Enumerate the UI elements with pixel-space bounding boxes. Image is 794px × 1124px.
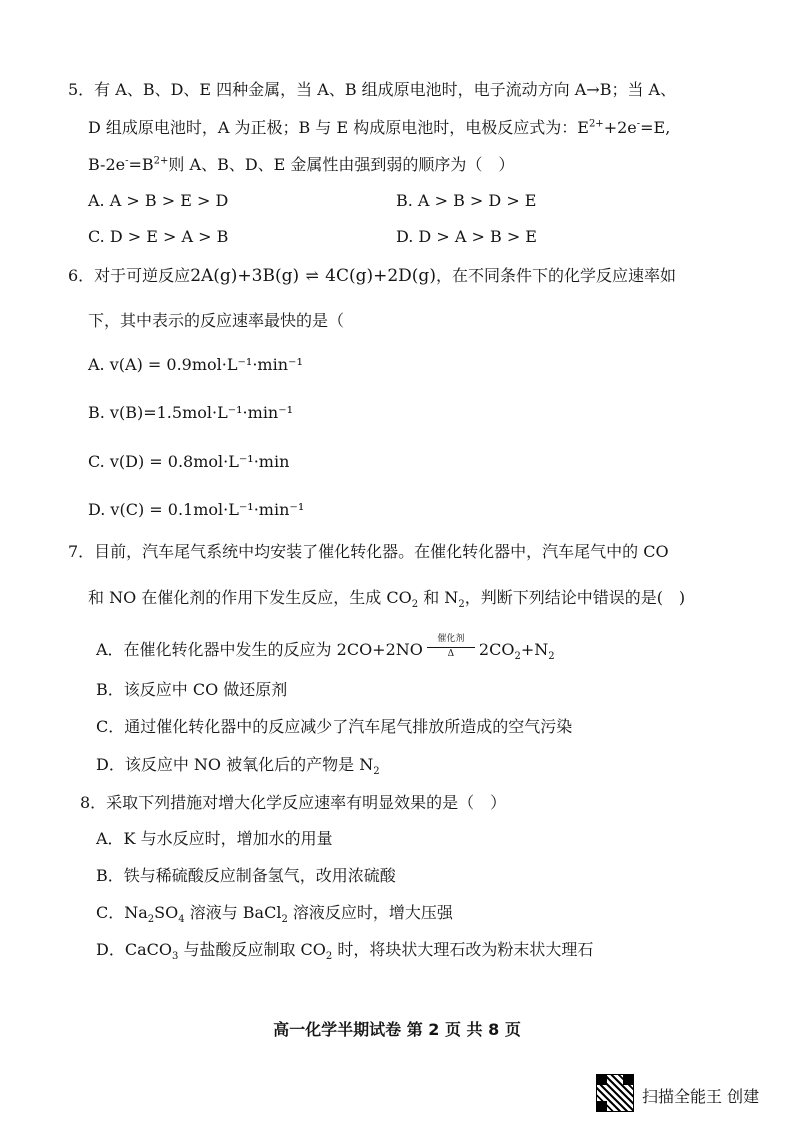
q6-option-d-text: D. v(C) = 0.1mol·L⁻¹·min⁻¹ (88, 500, 305, 519)
q5-line3 (88, 155, 514, 175)
q8-option-c-text-b: SO (154, 903, 179, 922)
q6-option-a-text: A. v(A) = 0.9mol·L⁻¹·min⁻¹ (88, 355, 303, 374)
q6-line1 (68, 266, 676, 286)
q8-option-c-text-c: 溶液与 BaCl (184, 903, 282, 922)
q5-option-d (396, 227, 537, 247)
q6-line2 (88, 311, 344, 331)
q7-option-a-text-a: A．在催化转化器中发生的反应为 2CO+2NO (96, 640, 423, 659)
q6-option-d (88, 500, 304, 520)
q7-line2-text-a: 和 NO 在催化剂的作用下发生反应，生成 CO (88, 588, 412, 607)
q7-option-a-sub2: 2 (548, 651, 555, 663)
q8-option-c-text-d: 溶液反应时，增大压强 (287, 903, 453, 922)
scanner-badge-text: 扫描全能王 创建 (642, 1087, 760, 1106)
q6-equilibrium-arrow: ⇌ (305, 266, 319, 285)
q5-line3-sup2: 2+ (153, 155, 169, 167)
scanner-badge (596, 1074, 776, 1114)
heat-symbol: Δ (447, 649, 455, 659)
q6-option-b-text: B. v(B)=1.5mol·L⁻¹·min⁻¹ (88, 403, 294, 422)
q5-line3-text-a: B-2e (88, 155, 126, 174)
q6-equation-left: 2A(g)+3B(g) (190, 266, 300, 286)
q5-line3-text-b: =B (128, 155, 154, 174)
q8-option-a-text: A．K 与水反应时，增加水的用量 (96, 829, 333, 848)
q6-equation-right: 4C(g)+2D(g) (325, 266, 436, 286)
q5-option-c (88, 227, 228, 247)
q8-option-c-sub3: 2 (281, 914, 288, 926)
q8-option-d-text-b: 与盐酸反应制取 CO (178, 940, 326, 959)
q7-option-a-sub: 2 (514, 651, 521, 663)
q6-line2-text: 下，其中表示的反应速率最快的是（ (88, 311, 345, 330)
q5-line2-sup: 2+ (588, 118, 604, 130)
q7-option-a-text-b: 2CO (478, 640, 515, 659)
q7-option-c (96, 717, 572, 737)
q8-option-c-sub: 2 (147, 914, 155, 926)
q7-option-d (96, 755, 380, 778)
q8-option-d (96, 940, 594, 963)
q8-option-d-sub2: 2 (325, 951, 333, 963)
q7-line2-text-c: ，判断下列结论中错误的是( ) (464, 588, 686, 607)
arrow-bar (427, 647, 475, 648)
q5-line2 (88, 118, 670, 138)
q6-option-a (88, 355, 303, 375)
page-footer: 高一化学半期试卷 第 2 页 共 8 页 (273, 1020, 521, 1039)
q7-option-d-text-a: D．该反应中 NO 被氧化后的产物是 N (96, 755, 374, 774)
qr-code-icon (596, 1074, 634, 1112)
q5-line2-text-a: D 组成原电池时，A 为正极；B 与 E 构成原电池时，电极反应式为：E (88, 118, 589, 137)
q5-line2-text-c: =E, (640, 118, 671, 137)
q8-line1 (80, 793, 506, 813)
q6-line1-text-b: ，在不同条件下的化学反应速率如 (435, 266, 676, 285)
q8-option-b-text: B．铁与稀硫酸反应制备氢气，改用浓硫酸 (96, 866, 396, 885)
q7-line1-text: 7．目前，汽车尾气系统中均安装了催化转化器。在催化转化器中，汽车尾气中的 CO (68, 542, 669, 561)
q6-option-b (88, 403, 293, 423)
q7-line2-sub: 2 (411, 599, 419, 611)
q5-option-a (88, 191, 228, 211)
q7-line1 (68, 542, 669, 562)
catalyst-arrow (425, 634, 477, 659)
q6-line1-text-a: 6．对于可逆反应 (68, 266, 191, 285)
q7-option-a-text-c: +N (520, 640, 549, 659)
q7-option-b-text: B．该反应中 CO 做还原剂 (96, 680, 288, 699)
q5-line3-text-c: 则 A、B、D、E 金属性由强到弱的顺序为（ ） (168, 155, 515, 174)
q5-option-c-text: C. D > E > A > B (88, 227, 229, 246)
q8-option-d-sub: 3 (171, 951, 179, 963)
q8-option-c (96, 903, 453, 926)
q8-option-c-sub2: 4 (178, 914, 185, 926)
catalyst-label: 催化剂 (437, 634, 465, 644)
q6-option-c-text: C. v(D) = 0.8mol·L⁻¹·min (88, 452, 290, 471)
q5-line3-sup: - (125, 155, 129, 167)
q7-option-b (96, 680, 287, 700)
q8-option-a (96, 829, 333, 849)
q8-line1-text: 8．采取下列措施对增大化学反应速率有明显效果的是（ ） (80, 793, 507, 812)
q8-option-d-text-c: 时，将块状大理石改为粉末状大理石 (332, 940, 594, 959)
q5-line1-text: 5．有 A、B、D、E 四种金属，当 A、B 组成原电池时，电子流动方向 A→B；当 A、 (68, 80, 677, 99)
q5-option-a-text: A. A > B > E > D (88, 191, 229, 210)
q5-option-b-text: B. A > B > D > E (396, 191, 537, 210)
q5-option-d-text: D. D > A > B > E (396, 227, 537, 246)
q7-line2 (88, 588, 686, 611)
q6-option-c (88, 452, 289, 472)
q5-line2-sup2: - (636, 118, 641, 130)
q5-line1 (68, 80, 676, 100)
q7-line2-sub2: 2 (458, 599, 465, 611)
q8-option-b (96, 866, 396, 886)
q5-option-b (396, 191, 536, 211)
q7-option-c-text: C．通过催化转化器中的反应减少了汽车尾气排放所造成的空气污染 (96, 717, 573, 736)
q8-option-c-text-a: C．Na (96, 903, 148, 922)
q7-option-d-sub: 2 (373, 766, 380, 778)
q8-option-d-text-a: D．CaCO (96, 940, 172, 959)
q7-line2-text-b: 和 N (418, 588, 459, 607)
q7-option-a (96, 634, 555, 663)
q5-line2-text-b: +2e (603, 118, 637, 137)
